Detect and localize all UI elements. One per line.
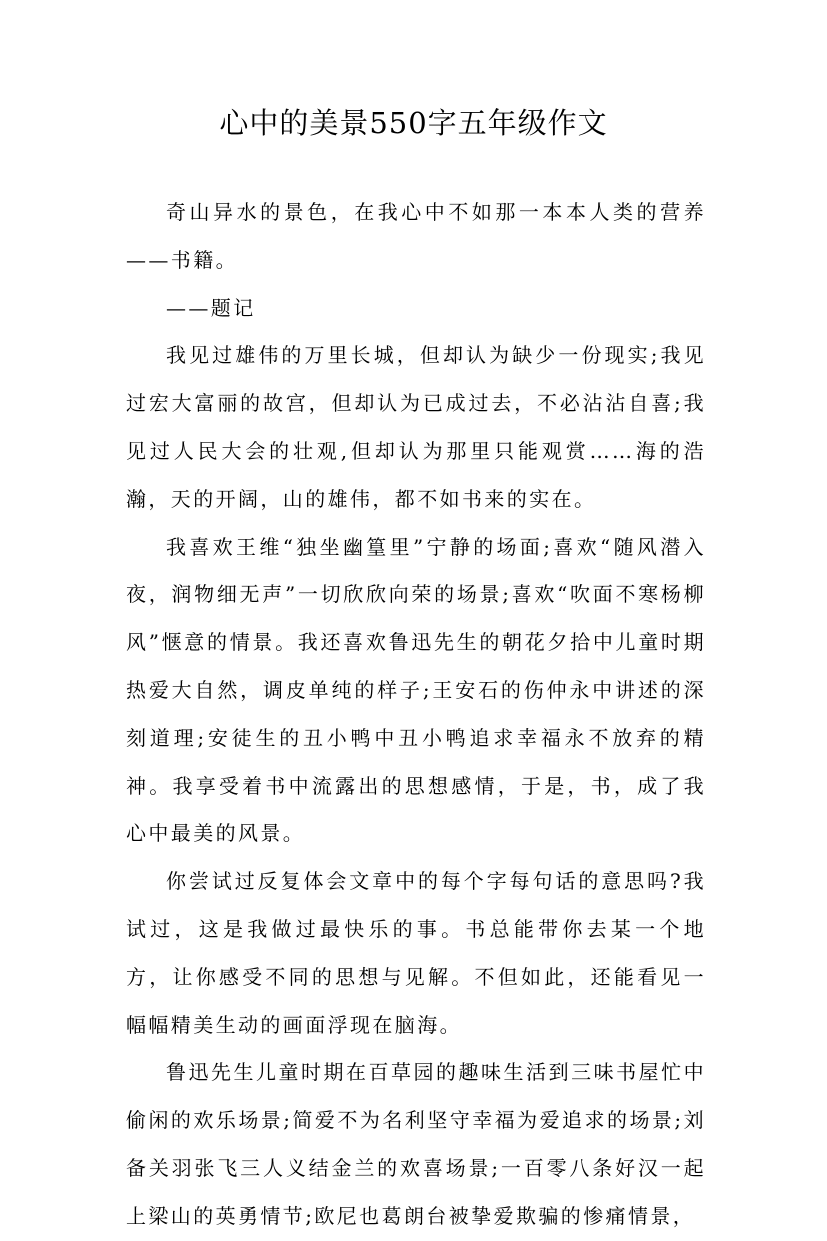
paragraph: 鲁迅先生儿童时期在百草园的趣味生活到三味书屋忙中偷闲的欢乐场景;简爱不为名利坚守幸福为爱追求的场景;刘备关羽张飞三人义结金兰的欢喜场景;一百零八条好汉一起上梁山的英勇情节;欧尼也葛朗台被挚爱欺骗的惨痛情景，: [126, 1060, 706, 1228]
epigraph-signature: ——题记: [166, 295, 256, 320]
paragraph: 我喜欢王维“独坐幽篁里”宁静的场面;喜欢“随风潜入夜，润物细无声”一切欣欣向荣的场景;喜欢“吹面不寒杨柳风”惬意的情景。我还喜欢鲁迅先生的朝花夕拾中儿童时期热爱大自然，调皮单纯的样子;王安石的伤仲永中讲述的深刻道理;安徒生的丑小鸭中丑小鸭追求幸福永不放弃的精神。我享受着书中流露出的思想感情，于是，书，成了我心中最美的风景。: [126, 534, 706, 846]
paragraph: 我见过雄伟的万里长城，但却认为缺少一份现实;我见过宏大富丽的故宫，但却认为已成过去，不必沾沾自喜;我见过人民大会的壮观,但却认为那里只能观赏……海的浩瀚，天的开阔，山的雄伟，都不如书来的实在。: [126, 343, 706, 511]
paragraph-intro: 奇山异水的景色，在我心中不如那一本本人类的营养——书籍。: [126, 200, 706, 272]
paragraph: 你尝试过反复体会文章中的每个字每句话的意思吗?我试过，这是我做过最快乐的事。书总能带你去某一个地方，让你感受不同的思想与见解。不但如此，还能看见一幅幅精美生动的画面浮现在脑海。: [126, 869, 706, 1037]
document-title: 心中的美景550字五年级作文: [219, 106, 608, 140]
document-body: [126, 189, 706, 1241]
